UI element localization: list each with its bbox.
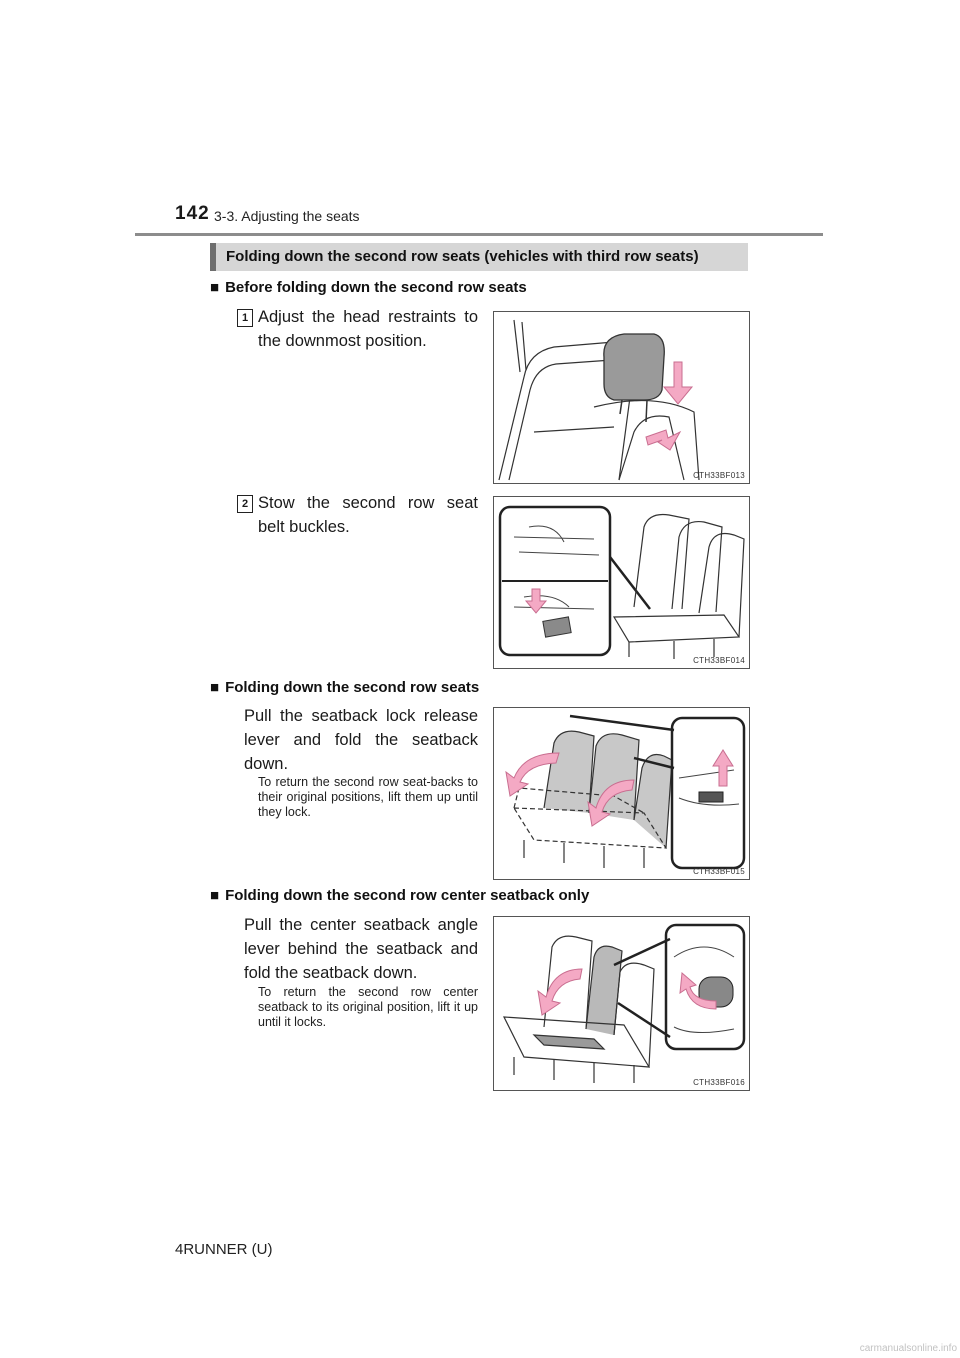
step-number-badge: 1 — [237, 309, 253, 327]
note-text: To return the second row center seatback to its original position, lift it up until it locks. — [258, 985, 478, 1029]
figure-seat-belt-buckles — [493, 496, 750, 669]
square-bullet-icon: ■ — [210, 887, 220, 904]
head-restraint — [604, 334, 664, 422]
watermark: carmanualsonline.info — [859, 1343, 957, 1354]
subsection-heading — [210, 279, 527, 296]
chapter-title: 3-3. Adjusting the seats — [214, 208, 360, 224]
arrow-down-icon — [664, 362, 692, 404]
step-text: Stow the second row seat belt buckles. — [258, 494, 478, 536]
note-text: To return the second row seat-backs to their original positions, lift them up until they lock. — [258, 775, 478, 819]
body-text: Pull the seatback lock release lever and fold the seatback down. — [244, 707, 478, 773]
section-title-bar — [210, 243, 748, 271]
figure-head-restraint — [493, 311, 750, 484]
fold-seatback-illustration — [494, 708, 749, 879]
figure-code: CTH33BF015 — [693, 867, 745, 876]
subsection-heading-text: Before folding down the second row seats — [225, 279, 527, 296]
section-title: Folding down the second row seats (vehicles with third row seats) — [226, 248, 699, 265]
subsection-heading — [210, 679, 479, 696]
step-text: Adjust the head restraints to the downmost position. — [258, 308, 478, 350]
subsection-heading-text: Folding down the second row center seatback only — [225, 887, 590, 904]
body-text: Pull the center seatback angle lever behind the seatback and fold the seatback down. — [244, 916, 478, 982]
figure-code: CTH33BF016 — [693, 1078, 745, 1087]
square-bullet-icon: ■ — [210, 679, 220, 696]
arrow-push-icon — [646, 430, 680, 450]
footer-model: 4RUNNER (U) — [175, 1241, 273, 1258]
figure-code: CTH33BF014 — [693, 656, 745, 665]
step-number-badge: 2 — [237, 495, 253, 513]
head-restraint-illustration — [494, 312, 749, 483]
lever-callout — [614, 925, 744, 1049]
fold-center-seatback-illustration — [494, 917, 749, 1090]
seat-belt-buckles-illustration — [494, 497, 749, 668]
subsection-heading-text: Folding down the second row seats — [225, 679, 480, 696]
figure-code: CTH33BF013 — [693, 471, 745, 480]
page-number: 142 — [175, 203, 210, 224]
header-rule — [135, 233, 823, 236]
arrow-fold-icon — [538, 969, 582, 1015]
square-bullet-icon: ■ — [210, 279, 220, 296]
figure-fold-center-seatback — [493, 916, 750, 1091]
subsection-heading — [210, 887, 589, 904]
folding-seats — [514, 731, 672, 868]
figure-fold-seatback — [493, 707, 750, 880]
detail-callout — [500, 507, 650, 655]
